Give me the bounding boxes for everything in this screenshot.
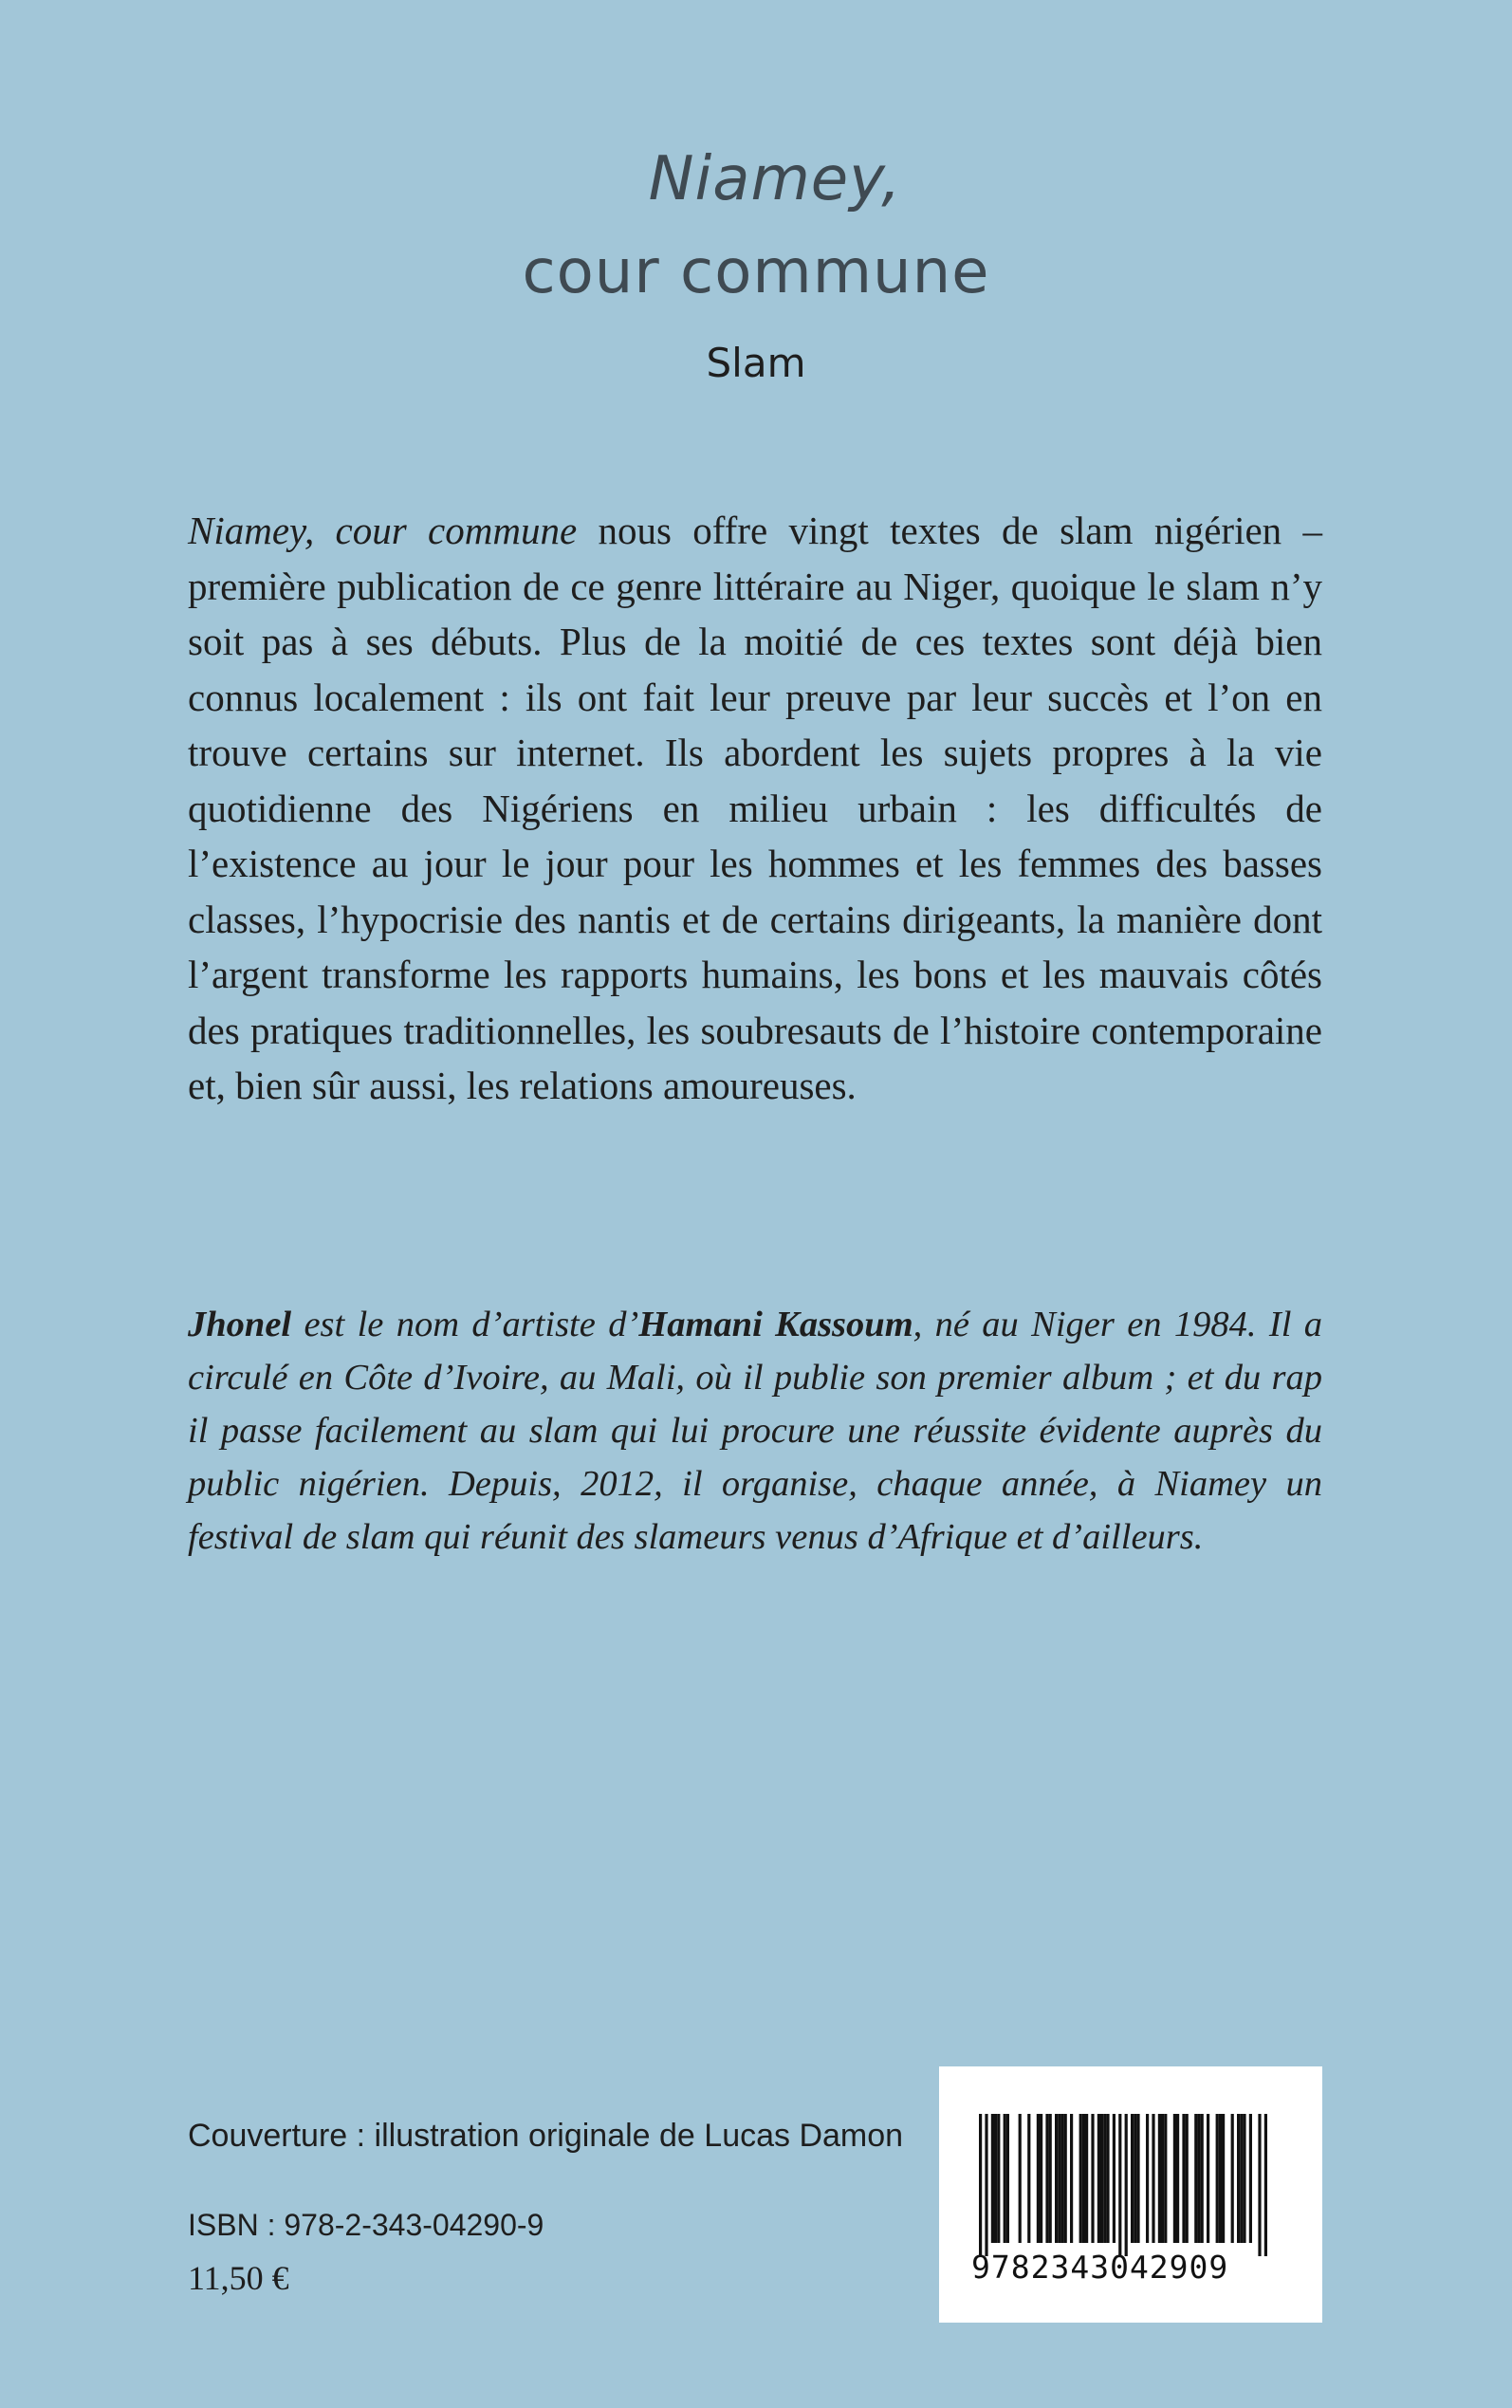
- barcode-bar: [1045, 2114, 1048, 2243]
- barcode-bar: [1091, 2114, 1094, 2243]
- barcode-bar: [1085, 2114, 1088, 2243]
- barcode-bar: [1106, 2114, 1109, 2243]
- barcode-bar: [1040, 2114, 1042, 2243]
- barcode-bar: [1152, 2114, 1154, 2243]
- barcode-bar: [1006, 2114, 1009, 2243]
- author-real-name: Hamani Kassoum: [638, 1305, 913, 1344]
- title-line-1: Niamey,: [648, 144, 902, 214]
- bio-text-1: est le nom d’artiste d’: [291, 1305, 639, 1344]
- barcode-bar: [1060, 2114, 1063, 2243]
- barcode-bar: [997, 2114, 1000, 2243]
- barcode-bar: [1158, 2114, 1161, 2243]
- barcode-bar: [979, 2114, 982, 2256]
- cover-credit: Couverture : illustration originale de Lucas Damon: [188, 2118, 904, 2154]
- barcode-bar: [1240, 2114, 1243, 2243]
- barcode-bar: [1201, 2114, 1204, 2243]
- barcode-bar: [1161, 2114, 1164, 2243]
- barcode-bar: [1070, 2114, 1073, 2243]
- barcode-bar: [1146, 2114, 1149, 2243]
- title-line-2: cour commune: [522, 237, 990, 307]
- barcode-bar: [994, 2114, 997, 2243]
- barcode-bar: [1186, 2114, 1189, 2243]
- barcode-bar: [1125, 2114, 1128, 2256]
- price: 11,50 €: [188, 2259, 289, 2297]
- barcode-bar: [985, 2114, 987, 2256]
- barcode-bar: [1197, 2114, 1200, 2243]
- blurb-title: Niamey, cour commune: [188, 509, 578, 552]
- artist-name: Jhonel: [188, 1305, 292, 1344]
- barcode-bar: [1237, 2114, 1240, 2243]
- barcode-bar: [1264, 2114, 1267, 2256]
- barcode-digits: 9782343042909: [971, 2249, 1229, 2286]
- barcode-bar: [991, 2114, 994, 2243]
- barcode-bar: [1082, 2114, 1085, 2243]
- barcode-bar: [1164, 2114, 1167, 2243]
- bio-text-2: , né au Niger en 1984. Il a circulé en Côte d’Ivoire, au Mali, où il publie son premier album ; et du rap il passe facilement au slam qui lui procure une réussite évidente auprès du public nigérien. Depuis, 2012, il organise, chaque année, à Niamey un festival de slam qui réunit des slameurs venus d’Afrique et d’ailleurs.: [188, 1305, 1323, 1557]
- book-title: [0, 133, 1512, 319]
- barcode-bar: [1049, 2114, 1052, 2243]
- barcode-bar: [1249, 2114, 1252, 2243]
- author-bio: [188, 1298, 1322, 1564]
- barcode-bar: [1097, 2114, 1100, 2243]
- barcode-bar: [1103, 2114, 1106, 2243]
- barcode-bar: [1058, 2114, 1060, 2243]
- barcode-bar: [1136, 2114, 1139, 2243]
- book-subtitle: Slam: [706, 340, 806, 386]
- barcode-bar: [1131, 2114, 1134, 2243]
- barcode-bar: [1055, 2114, 1058, 2243]
- isbn: ISBN : 978-2-343-04290-9: [188, 2208, 544, 2242]
- barcode: [939, 2066, 1322, 2323]
- barcode-bar: [1027, 2114, 1030, 2243]
- barcode-bar: [1176, 2114, 1179, 2243]
- barcode-bar: [1004, 2114, 1006, 2243]
- barcode-bars: [979, 2114, 1282, 2256]
- barcode-bar: [1019, 2114, 1022, 2243]
- barcode-bar: [1064, 2114, 1067, 2243]
- barcode-bar: [1243, 2114, 1245, 2243]
- barcode-bar: [1194, 2114, 1197, 2243]
- barcode-bar: [1037, 2114, 1040, 2243]
- barcode-bar: [1134, 2114, 1136, 2243]
- barcode-bar: [1173, 2114, 1176, 2243]
- barcode-bar: [1231, 2114, 1234, 2243]
- barcode-bar: [1113, 2114, 1116, 2243]
- barcode-bar: [1219, 2114, 1222, 2243]
- barcode-bar: [1079, 2114, 1082, 2243]
- barcode-bar: [1258, 2114, 1261, 2256]
- barcode-bar: [1182, 2114, 1185, 2243]
- book-blurb: [188, 503, 1322, 1114]
- barcode-bar: [1118, 2114, 1121, 2256]
- blurb-text: nous offre vingt textes de slam nigérien – première publication de ce genre littéraire au Niger, quoique le slam n’y soit pas à ses débuts. Plus de la moitié de ces textes sont déjà bien connus localement : ils ont fait leur preuve par leur succès et l’on en trouve certains sur internet. Ils abordent les sujets propres à la vie quotidienne des Nigériens en milieu urbain : les difficultés de l’existence au jour le jour pour les hommes et les femmes des basses classes, l’hypocrisie des nantis et de certains dirigeants, la manière dont l’argent transforme les rapports humains, les bons et les mauvais côtés des pratiques traditionnelles, les soubresauts de l’histoire contemporaine et, bien sûr aussi, les relations amoureuses.: [188, 509, 1322, 1107]
- barcode-bar: [1207, 2114, 1209, 2243]
- barcode-bar: [1216, 2114, 1219, 2243]
- barcode-bar: [1100, 2114, 1103, 2243]
- barcode-bar: [1222, 2114, 1225, 2243]
